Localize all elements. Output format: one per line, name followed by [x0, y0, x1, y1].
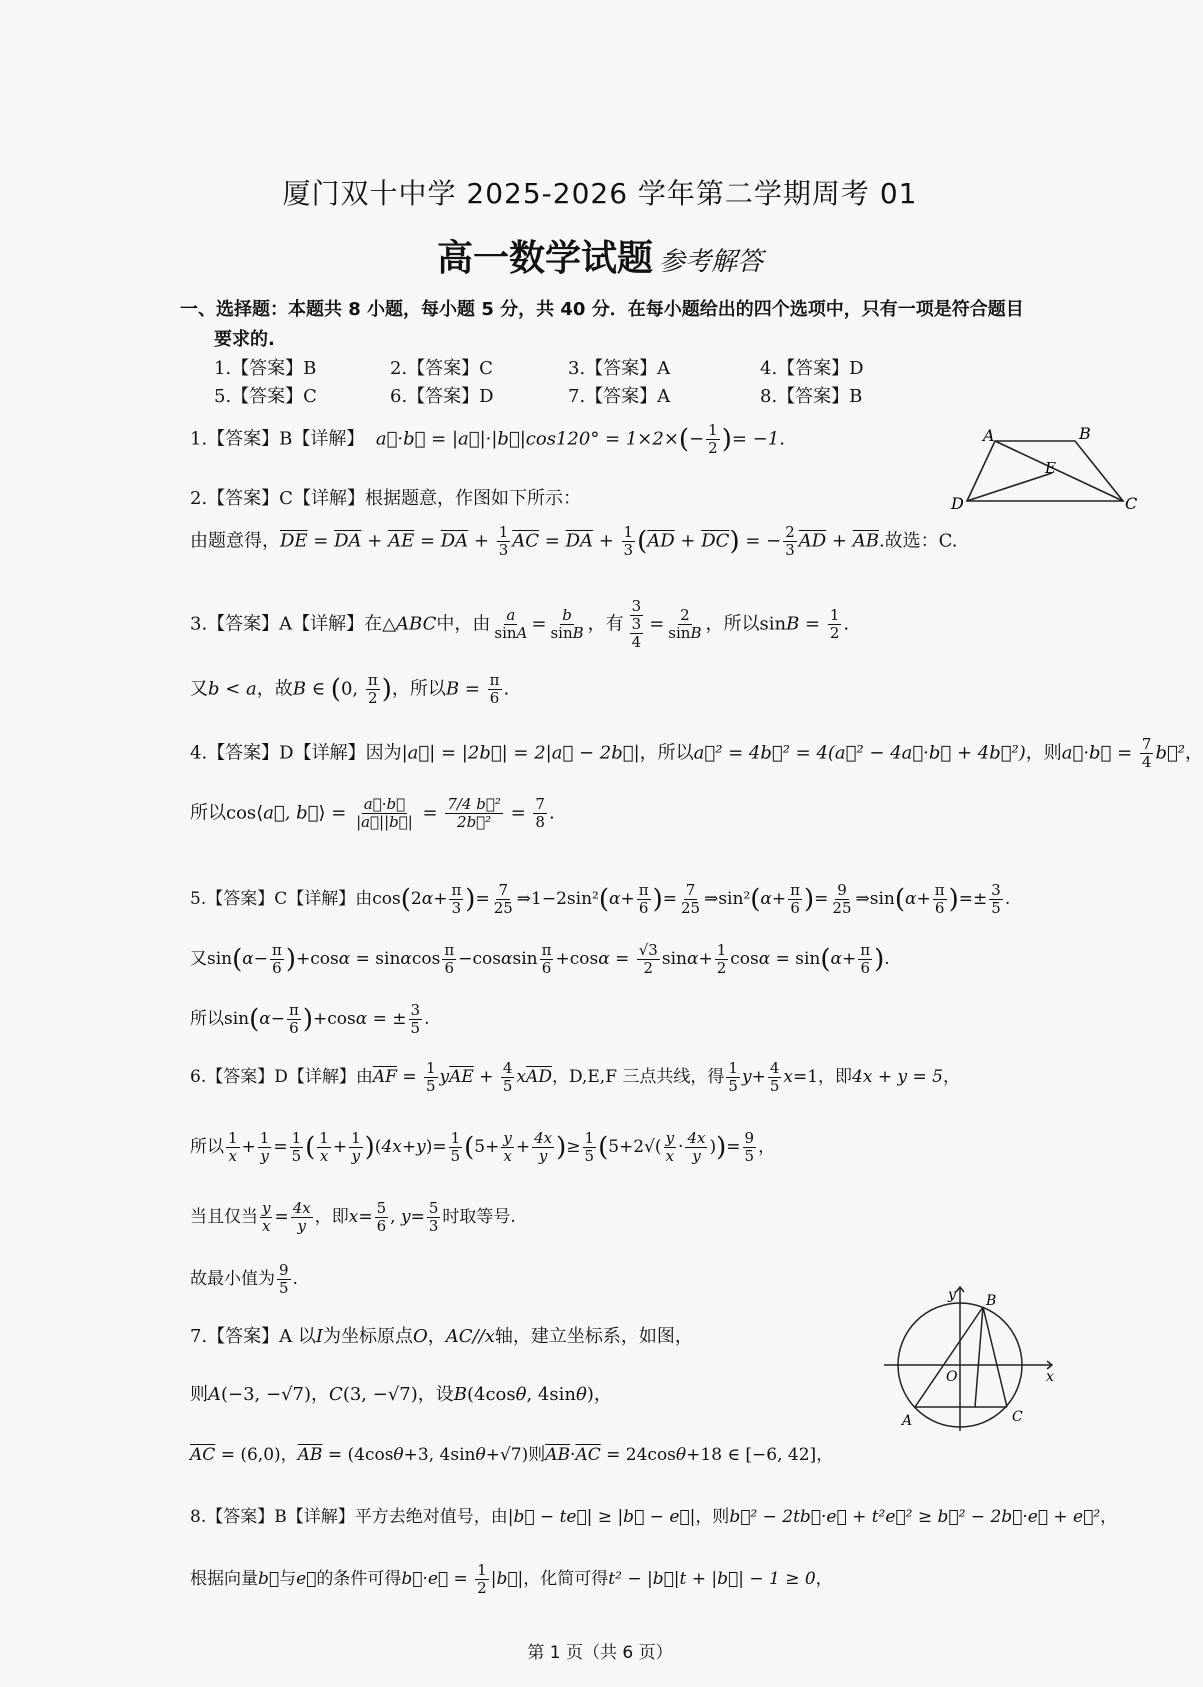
q3-solution: 3.【答案】A【详解】在△ABC中，由 $\frac{a}{\sin A}$ = $\frac{b}{\sin B}$ ，有 $\frac{3}{\frac{3}{4}}$ = $\frac{2}{\sin B}$ ，所以sinB = $\frac{1}{2}$ .	[190, 597, 850, 651]
q2-solution: 由题意得，$\overline{DE} = \overline{DA} + \overline{AE} = \overline{DA}$ + $\frac{1}{3}$ $\overline{AC} = \overline{DA}$ + $\frac{1}{3}$ $(\overline{AD} + \overline{DC})$ = − $\frac{2}{3}$ $\overline{AD} + \overline{AB}$.故选：C.	[190, 523, 958, 559]
fig1-label-e: E	[1045, 459, 1056, 477]
q6-solution-4: 故最小值为 $\frac{9}{5}$ .	[190, 1261, 298, 1297]
answer-4: 4.【答案】D	[760, 358, 864, 379]
q5-solution-3: 所以sin(α− $\frac{\pi}{6}$ )+cosα = ± $\frac{3}{5}$ .	[190, 1001, 430, 1037]
fig2-label-o: O	[946, 1369, 958, 1385]
q8-solution: 8.【答案】B【详解】平方去绝对值号，由|b⃗ − te⃗| ≥ |b⃗ − e⃗|，则b⃗² − 2tb⃗·e⃗ + t²e⃗² ≥ b⃗² − 2b⃗·e⃗ + e⃗²，	[190, 1507, 1118, 1527]
answer-3: 3.【答案】A	[568, 358, 671, 379]
q7-solution-3: $\overline{AC} = (6,0)$，$\overline{AB} = (4\cos\theta+3$, 4sinθ+√7)则$\overline{AB}\cdot\overline{AC} = 24\cos\theta+18$ ∈ [−6, 42]，	[190, 1445, 834, 1465]
fig2-label-a: A	[902, 1413, 913, 1429]
fig2-label-c: C	[1012, 1409, 1023, 1425]
q6-solution-3: 当且仅当 $\frac{y}{x}$ = $\frac{4x}{y}$ ，即x= $\frac{5}{6}$ , y= $\frac{5}{3}$ 时取等号.	[190, 1199, 516, 1235]
fig1-label-d: D	[951, 494, 964, 513]
q5-solution-2: 又sin(α− $\frac{\pi}{6}$ )+cosα = sinαcos $\frac{\pi}{6}$ −cosαsin $\frac{\pi}{6}$ +cosα = $\frac{√3}{2}$ sinα+ $\frac{1}{2}$ cosα = sin(α+ $\frac{\pi}{6}$ ).	[190, 941, 890, 977]
answer-1: 1.【答案】B	[214, 358, 317, 379]
answer-6: 6.【答案】D	[390, 386, 494, 407]
fig1-label-a: A	[983, 426, 995, 445]
q2-intro: 2.【答案】C【详解】根据题意，作图如下所示：	[190, 488, 581, 509]
q7-solution: 7.【答案】A 以I为坐标原点O，AC//x轴，建立坐标系，如图，	[190, 1326, 693, 1347]
circle-figure	[880, 1285, 1060, 1435]
q6-solution: 6.【答案】D【详解】由$\overline{AF}$ = $\frac{1}{5}$ $y\overline{AE}$ + $\frac{4}{5}$ $x\overline{AD}$，D,E,F 三点共线，得 $\frac{1}{5}$ y+ $\frac{4}{5}$ x=1，即4x + y = 5，	[190, 1059, 960, 1095]
answer-2: 2.【答案】C	[390, 358, 493, 379]
answer-7: 7.【答案】A	[568, 386, 671, 407]
section-heading-line1: 一、选择题：本题共 8 小题，每小题 5 分，共 40 分．在每小题给出的四个选项中，只有一项是符合题目	[180, 299, 1024, 320]
fig1-label-c: C	[1125, 494, 1138, 513]
subtitle: 参考解答	[659, 247, 764, 277]
fig1-label-b: B	[1079, 424, 1091, 443]
q4-solution: 4.【答案】D【详解】因为|a⃗| = |2b⃗| = 2|a⃗ − 2b⃗|，所以a⃗² = 4b⃗² = 4(a⃗² − 4a⃗·b⃗ + 4b⃗²)，则a⃗·b⃗ = $\frac{7}{4}$ b⃗²，	[190, 735, 1203, 771]
section-heading-line2: 要求的.	[214, 329, 275, 350]
page-title: 厦门双十中学 2025-2026 学年第二学期周考 01	[282, 177, 918, 210]
page-footer: 第 1 页（共 6 页）	[527, 1643, 673, 1663]
fig2-label-b: B	[986, 1293, 997, 1309]
fig2-label-x: x	[1046, 1369, 1054, 1385]
q4-solution-2: 所以cos⟨a⃗, b⃗⟩ = $\frac{a⃗\cdot b⃗}{|a⃗||b⃗|}$ = $\frac{\text{7/4 b⃗²}}{\text{2b⃗²}}$ = $\frac{7}{8}$ .	[190, 795, 555, 831]
q1-solution: 1.【答案】B【详解】 a⃗·b⃗ = |a⃗|·|b⃗|cos120° = 1×2×(− $\frac{1}{2}$ )= −1.	[190, 421, 785, 457]
fig2-label-y: y	[948, 1287, 956, 1303]
q7-solution-2: 则A(−3, −√7)，C(3, −√7)，设B(4cosθ, 4sinθ)，	[190, 1384, 612, 1405]
answer-8: 8.【答案】B	[760, 386, 863, 407]
trapezoid-figure	[945, 424, 1145, 513]
q5-solution: 5.【答案】C【详解】由cos(2α+ $\frac{\pi}{3}$ )= $\frac{7}{25}$ ⇒1−2sin²(α+ $\frac{\pi}{6}$ )= $\frac{7}{25}$ ⇒sin²(α+ $\frac{\pi}{6}$ )= $\frac{9}{25}$ ⇒sin(α+ $\frac{\pi}{6}$ )=± $\frac{3}{5}$ .	[190, 881, 1011, 917]
subject-title: 高一数学试题 参考解答	[436, 238, 764, 279]
q3-solution-2: 又b < a，故B ∈ (0, $\frac{\pi}{2}$ )，所以B = $\frac{\pi}{6}$ .	[190, 671, 510, 707]
q8-solution-2: 根据向量b⃗与e⃗的条件可得b⃗·e⃗ = $\frac{1}{2}$ |b⃗|，化简可得t² − |b⃗|t + |b⃗| − 1 ≥ 0，	[190, 1561, 833, 1597]
q6-solution-2: 所以 $\frac{1}{x}$ + $\frac{1}{y}$ = $\frac{1}{5}$ ( $\frac{1}{x}$ + $\frac{1}{y}$ )(4x+y)= $\frac{1}{5}$ (5+ $\frac{y}{x}$ + $\frac{4x}{y}$ )≥ $\frac{1}{5}$ (5+2√( $\frac{y}{x}$ · $\frac{4x}{y}$ ))= $\frac{9}{5}$ ，	[190, 1129, 776, 1165]
answer-5: 5.【答案】C	[214, 386, 317, 407]
